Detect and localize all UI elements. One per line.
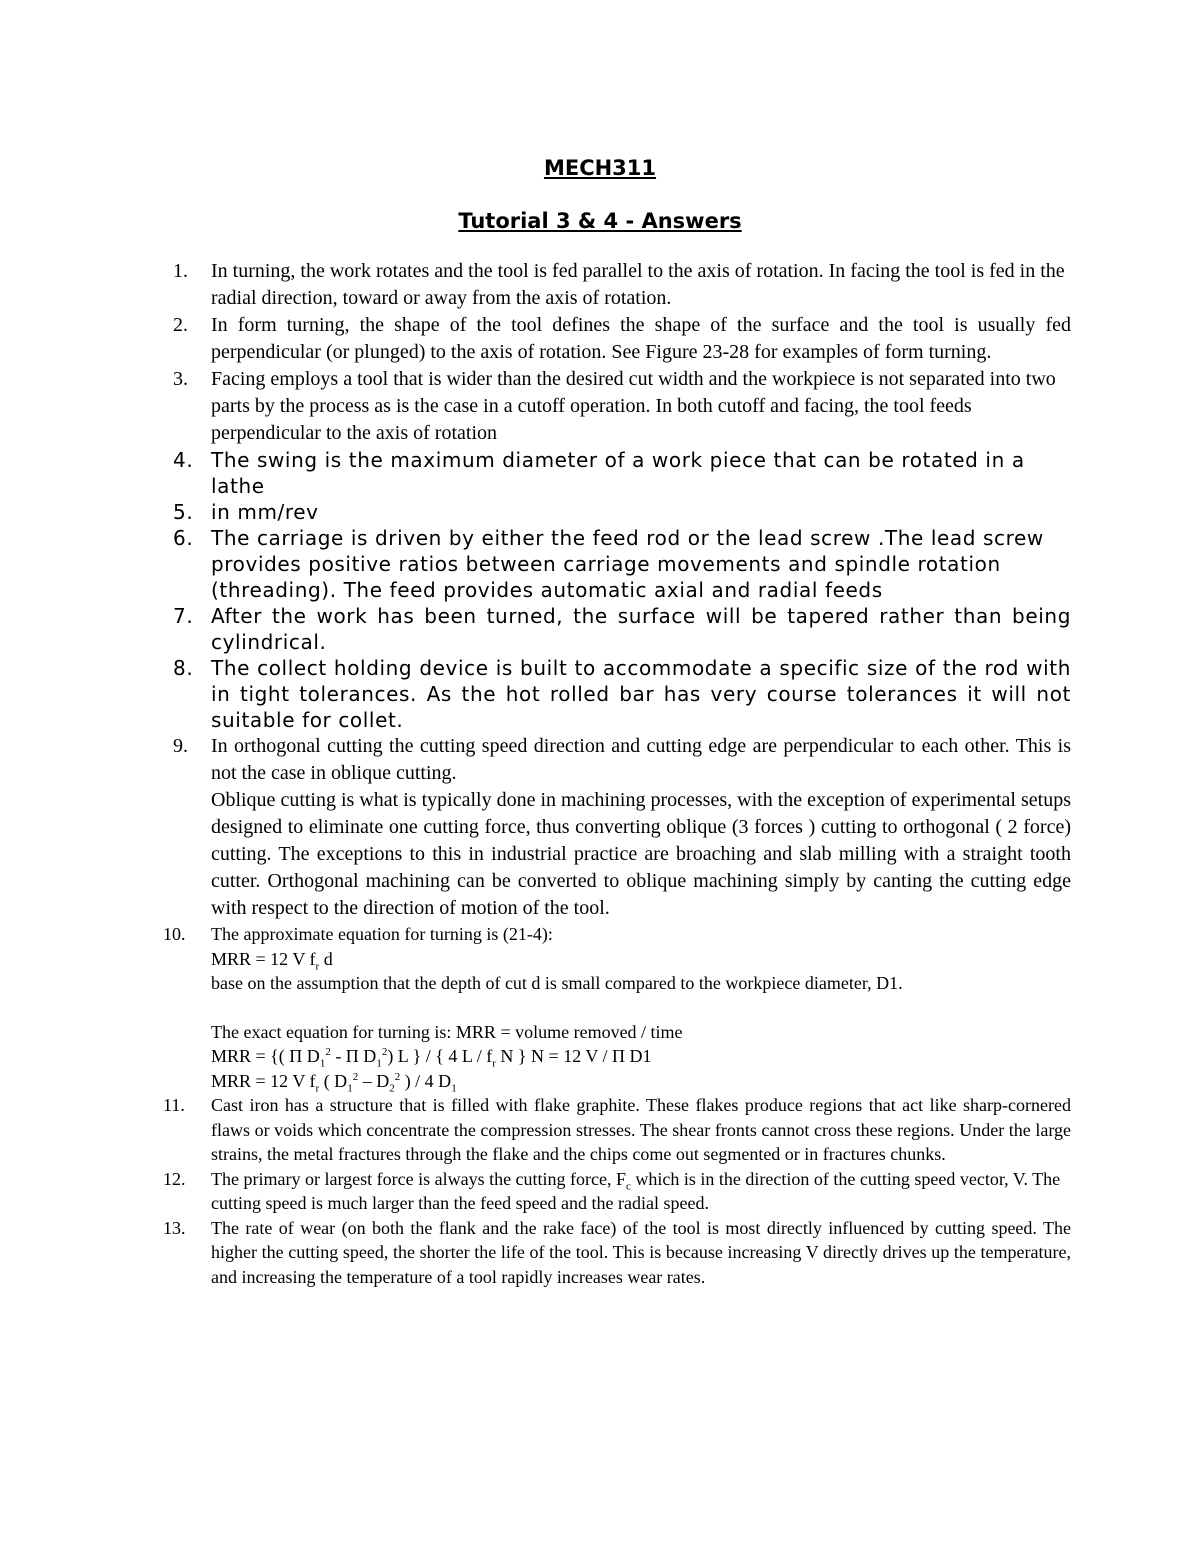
answer-number: 6. bbox=[173, 526, 194, 550]
exact-equation-1: MRR = {( Π $D_1^2$ - Π $D_1^2$) L } / { 4 L / $f_r$ N } N = 12 V / Π D1 bbox=[211, 1046, 652, 1070]
answer-number: 9. bbox=[173, 735, 188, 757]
exact-intro: The exact equation for turning is: MRR = volume removed / time bbox=[211, 1021, 683, 1042]
exact-equation-2: MRR = 12 V $f_r$ ( $D_1^2 - D_2^2$ ) / 4 $D_1$ bbox=[211, 1070, 457, 1095]
answer-text: The carriage is driven by either the feed rod or the lead screw .The lead screw provides positive ratios between carriage movements and spindle rotation (threading). The feed provides automatic axial and radial feeds bbox=[211, 526, 1044, 602]
answer-text: In form turning, the shape of the tool defines the shape of the surface and the tool is usually fed perpendicular (or plunged) to the axis of rotation. See Figure 23-28 for examples of form turning. bbox=[211, 314, 1071, 363]
answer-text: The collect holding device is built to accommodate a specific size of the rod with in tight tolerances. As the hot rolled bar has very course tolerances it will not suitable for collet. bbox=[211, 656, 1071, 732]
answer-item-5 bbox=[173, 499, 1071, 525]
answer-number: 3. bbox=[173, 368, 188, 390]
answer-number: 2. bbox=[173, 314, 188, 336]
answer-item-6 bbox=[173, 525, 1071, 603]
answer-item-3 bbox=[173, 366, 1071, 447]
answer-text: After the work has been turned, the surface will be tapered rather than being cylindrical. bbox=[211, 604, 1071, 654]
answer-item-10 bbox=[163, 922, 1071, 1095]
answer-text: Facing employs a tool that is wider than the desired cut width and the workpiece is not separated into two parts by the process as is the case in a cutoff operation. In both cutoff and facing, the tool feeds perpendicular to the axis of rotation bbox=[211, 368, 1056, 444]
answer-item-8 bbox=[173, 655, 1071, 733]
answer-number: 1. bbox=[173, 260, 188, 282]
answer-number: 4. bbox=[173, 448, 194, 472]
course-title: MECH311 bbox=[543, 156, 657, 180]
answer-number: 12. bbox=[163, 1168, 186, 1189]
answer-list bbox=[163, 258, 1071, 1289]
answer-text-continued: Oblique cutting is what is typically done in machining processes, with the exception of experimental setups designed to eliminate one cutting force, thus converting oblique (3 forces ) cutting to orthogonal ( 2 force) cutting. The exceptions to this in industrial practice are broaching and slab milling with a straight tooth cutter. Orthogonal machining can be converted to oblique machining simply by canting the cutting edge with respect to the direction of motion of the tool. bbox=[211, 789, 1071, 919]
answer-text: The primary or largest force is always the cutting force, $F_c$ which is in the direction of the cutting speed vector, V. The cutting speed is much larger than the feed speed and the radial speed. bbox=[211, 1168, 1061, 1213]
approx-equation: MRR = 12 V $f_r$ d bbox=[211, 948, 333, 973]
answer-number: 5. bbox=[173, 500, 194, 524]
answer-item-12 bbox=[163, 1167, 1071, 1216]
answer-item-9 bbox=[173, 733, 1071, 922]
answer-number: 8. bbox=[173, 656, 194, 680]
answer-text: Cast iron has a structure that is filled with flake graphite. These flakes produce regions that act like sharp-cornered flaws or voids which concentrate the compression stresses. The shear fronts cannot cross these regions. Under the large strains, the metal fractures through the flake and the chips come out segmented or in fractures chunks. bbox=[211, 1095, 1071, 1164]
answer-number: 13. bbox=[163, 1217, 186, 1238]
answer-item-4 bbox=[173, 447, 1071, 499]
answer-item-1 bbox=[173, 258, 1071, 312]
spacer bbox=[211, 996, 1071, 1020]
answer-item-13 bbox=[163, 1216, 1071, 1290]
answer-item-2 bbox=[173, 312, 1071, 366]
answer-text: in mm/rev bbox=[211, 500, 319, 524]
answer-text: The rate of wear (on both the flank and the rake face) of the tool is most directly influenced by cutting speed. The higher the cutting speed, the shorter the life of the tool. This is because increasing V directly drives up the temperature, and increasing the temperature of a tool rapidly increases wear rates. bbox=[211, 1217, 1071, 1287]
answer-text: In orthogonal cutting the cutting speed direction and cutting edge are perpendicular to each other. This is not the case in oblique cutting. bbox=[211, 735, 1071, 784]
answer-intro: The approximate equation for turning is (21-4): bbox=[211, 924, 553, 944]
answer-number: 10. bbox=[163, 924, 186, 944]
answer-number: 11. bbox=[163, 1095, 185, 1115]
answer-number: 7. bbox=[173, 604, 194, 628]
assumption-note: base on the assumption that the depth of cut d is small compared to the workpiece diameter, D1. bbox=[211, 973, 903, 993]
tutorial-subtitle: Tutorial 3 & 4 - Answers bbox=[458, 209, 742, 233]
answer-item-7 bbox=[173, 603, 1071, 655]
answer-item-11 bbox=[163, 1093, 1071, 1167]
answer-text: The swing is the maximum diameter of a work piece that can be rotated in a lathe bbox=[211, 448, 1025, 498]
answer-text: In turning, the work rotates and the tool is fed parallel to the axis of rotation. In facing the tool is fed in the radial direction, toward or away from the axis of rotation. bbox=[211, 260, 1065, 309]
